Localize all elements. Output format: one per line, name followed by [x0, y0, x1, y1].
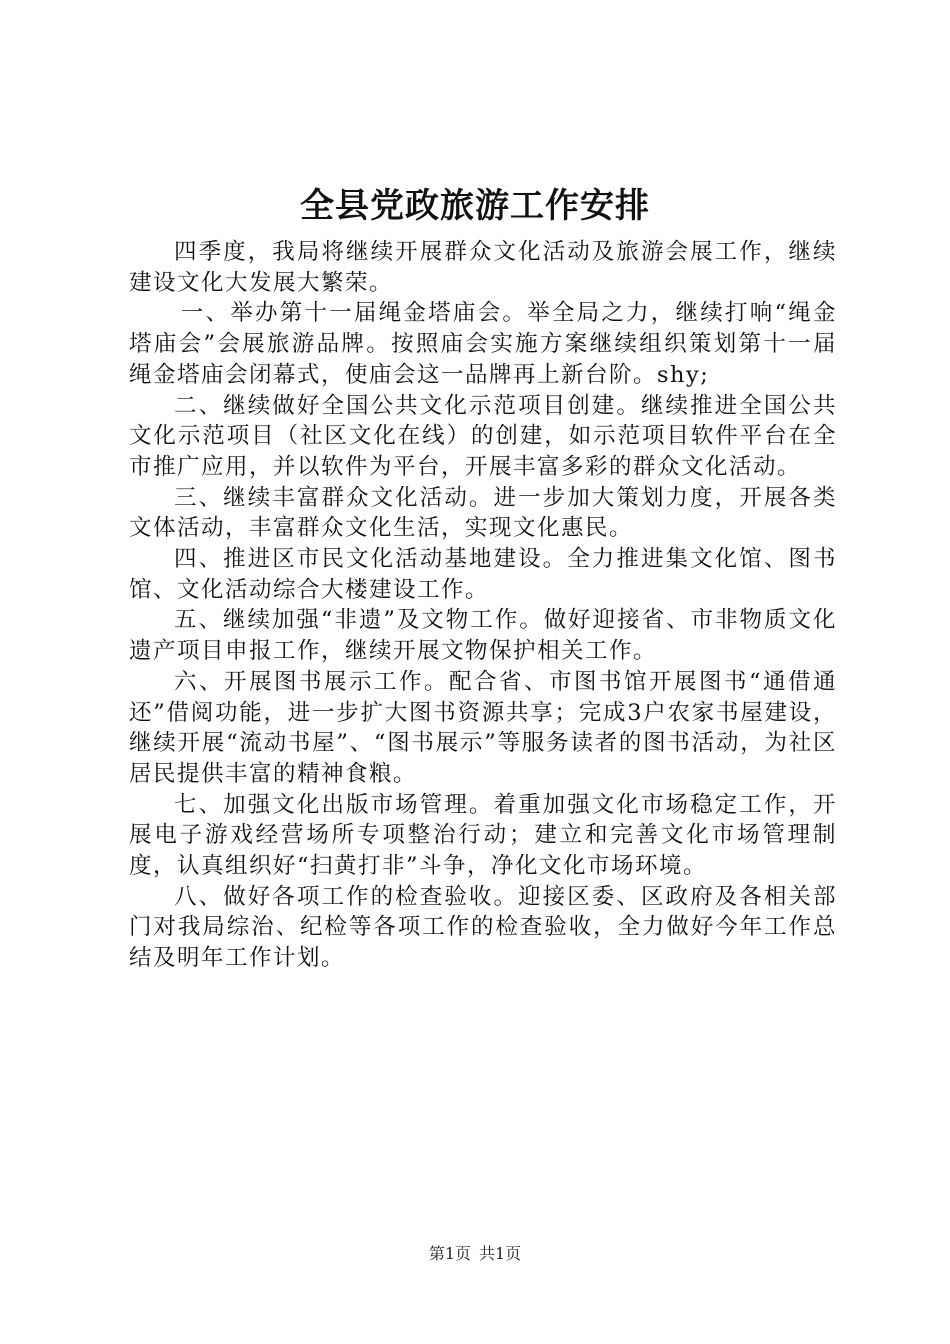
paragraph-item-4: 四、推进区市民文化活动基地建设。全力推进集文化馆、图书馆、文化活动综合大楼建设工作。 [129, 546, 837, 603]
paragraph-intro: 四季度，我局将继续开展群众文化活动及旅游会展工作，继续建设文化大发展大繁荣。 [129, 239, 837, 296]
paragraph-item-1: 一、举办第十一届绳金塔庙会。举全局之力，继续打响“绳金塔庙会”会展旅游品牌。按照庙会实施方案继续组织策划第十一届绳金塔庙会闭幕式，使庙会这一品牌再上新台阶。shy; [129, 300, 837, 388]
paragraph-item-5: 五、继续加强“非遗”及文物工作。做好迎接省、市非物质文化遗产项目申报工作，继续开展文物保护相关工作。 [129, 607, 837, 665]
paragraph-item-8: 八、做好各项工作的检查验收。迎接区委、区政府及各相关部门对我局综治、纪检等各项工作的检查验收，全力做好今年工作总结及明年工作计划。 [129, 883, 837, 972]
paragraph-item-7: 七、加强文化出版市场管理。着重加强文化市场稳定工作，开展电子游戏经营场所专项整治行动；建立和完善文化市场管理制度，认真组织好“扫黄打非”斗争，净化文化市场环境。 [129, 791, 837, 880]
document-body [129, 237, 837, 974]
page-total: 共1页 [479, 1244, 522, 1263]
document-title: 全县党政旅游工作安排 [300, 186, 650, 226]
page-footer [0, 1244, 950, 1264]
paragraph-item-2: 二、继续做好全国公共文化示范项目创建。继续推进全国公共文化示范项目（社区文化在线）的创建，如示范项目软件平台在全市推广应用，并以软件为平台，开展丰富多彩的群众文化活动。 [129, 392, 837, 480]
page-number: 第1页 [428, 1244, 471, 1263]
paragraph-item-3: 三、继续丰富群众文化活动。进一步加大策划力度，开展各类文体活动，丰富群众文化生活，实现文化惠民。 [129, 484, 837, 542]
paragraph-item-6: 六、开展图书展示工作。配合省、市图书馆开展图书“通借通还”借阅功能，进一步扩大图书资源共享；完成3户农家书屋建设，继续开展“流动书屋”、“图书展示”等服务读者的图书活动，为社区居民提供丰富的精神食粮。 [129, 668, 837, 787]
